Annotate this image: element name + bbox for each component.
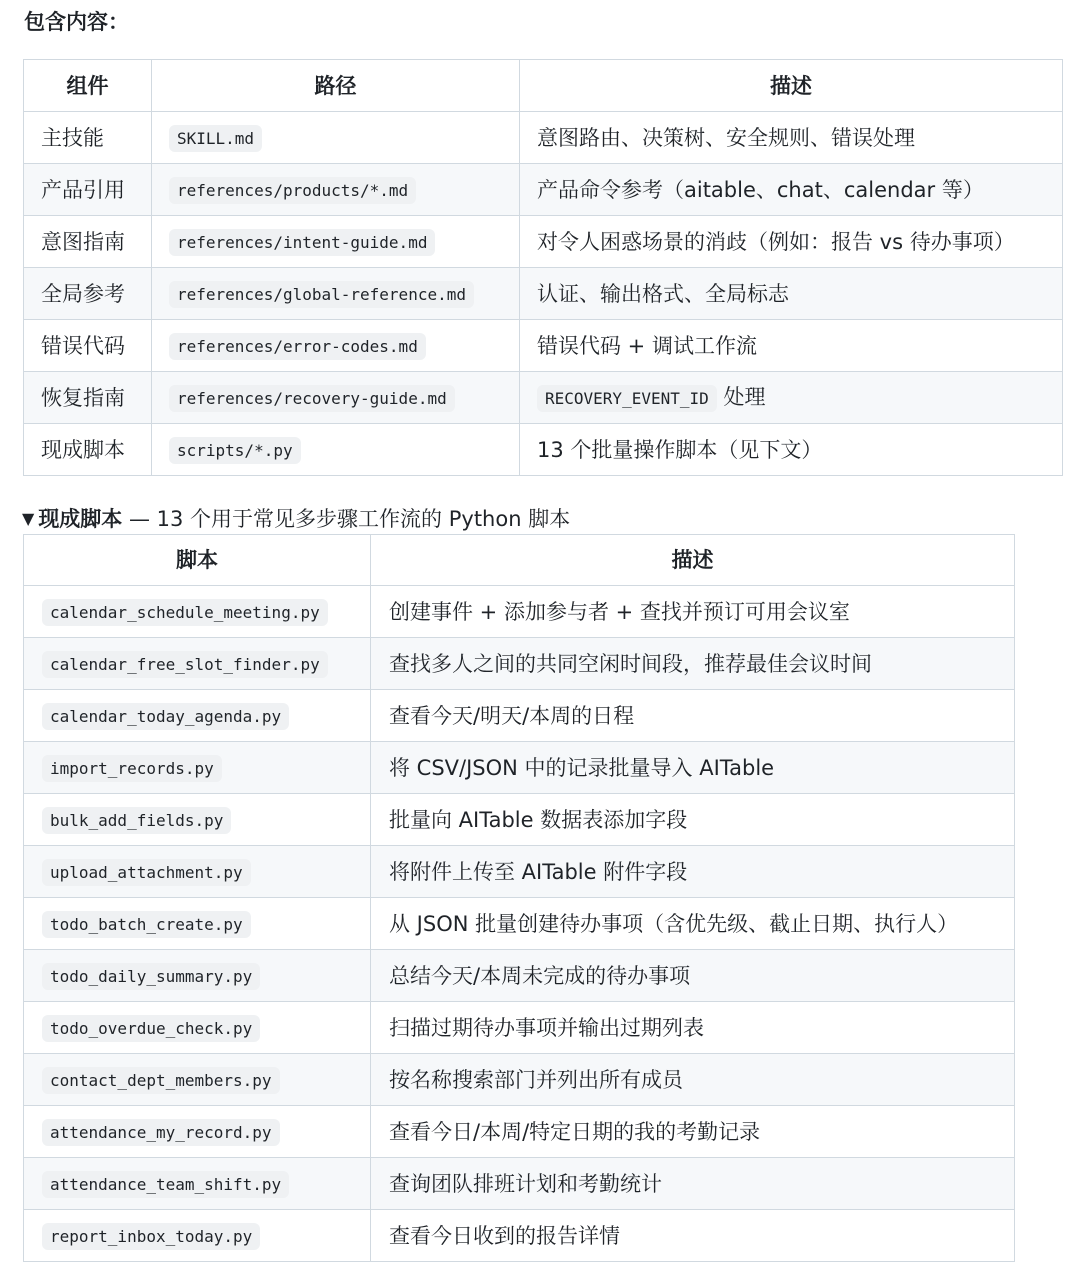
table-row xyxy=(24,1002,1015,1054)
description-cell: 查看今日/本周/特定日期的我的考勤记录 xyxy=(371,1106,1015,1158)
scripts-section-title: 现成脚本 xyxy=(38,507,123,531)
script-code: todo_batch_create.py xyxy=(42,911,251,938)
path-code: references/error-codes.md xyxy=(169,333,426,360)
column-header-script: 脚本 xyxy=(24,535,371,586)
path-cell xyxy=(152,424,520,476)
description-cell: 按名称搜索部门并列出所有成员 xyxy=(371,1054,1015,1106)
script-code: import_records.py xyxy=(42,755,222,782)
script-code: calendar_today_agenda.py xyxy=(42,703,289,730)
description-cell: 批量向 AITable 数据表添加字段 xyxy=(371,794,1015,846)
scripts-table-header-row xyxy=(24,535,1015,586)
table-row xyxy=(24,950,1015,1002)
script-cell xyxy=(24,742,371,794)
components-table-header-row xyxy=(24,60,1063,112)
script-code: todo_overdue_check.py xyxy=(42,1015,260,1042)
table-row xyxy=(24,1106,1015,1158)
script-cell xyxy=(24,1054,371,1106)
table-row xyxy=(24,216,1063,268)
description-cell: 意图路由、决策树、安全规则、错误处理 xyxy=(520,112,1063,164)
description-cell: 对令人困惑场景的消歧（例如：报告 vs 待办事项） xyxy=(520,216,1063,268)
description-cell: 13 个批量操作脚本（见下文） xyxy=(520,424,1063,476)
path-cell xyxy=(152,112,520,164)
script-cell xyxy=(24,690,371,742)
table-row xyxy=(24,794,1015,846)
table-row xyxy=(24,320,1063,372)
table-row xyxy=(24,424,1063,476)
table-row xyxy=(24,586,1015,638)
table-row xyxy=(24,742,1015,794)
path-code: references/products/*.md xyxy=(169,177,416,204)
scripts-table xyxy=(23,534,1015,1262)
description-cell: 创建事件 + 添加参与者 + 查找并预订可用会议室 xyxy=(371,586,1015,638)
table-row xyxy=(24,1210,1015,1262)
description-text: 处理 xyxy=(716,384,766,409)
table-row xyxy=(24,268,1063,320)
script-cell xyxy=(24,586,371,638)
table-row xyxy=(24,1054,1015,1106)
column-header-description: 描述 xyxy=(371,535,1015,586)
description-cell: 将附件上传至 AITable 附件字段 xyxy=(371,846,1015,898)
path-cell xyxy=(152,320,520,372)
description-cell: 查看今天/明天/本周的日程 xyxy=(371,690,1015,742)
component-cell: 全局参考 xyxy=(24,268,152,320)
script-cell xyxy=(24,1106,371,1158)
script-cell xyxy=(24,1158,371,1210)
section-heading: 包含内容： xyxy=(24,10,129,34)
script-cell xyxy=(24,846,371,898)
component-cell: 产品引用 xyxy=(24,164,152,216)
path-cell xyxy=(152,216,520,268)
component-cell: 意图指南 xyxy=(24,216,152,268)
component-cell: 现成脚本 xyxy=(24,424,152,476)
table-row xyxy=(24,1158,1015,1210)
path-code: SKILL.md xyxy=(169,125,262,152)
path-cell xyxy=(152,268,520,320)
path-cell xyxy=(152,372,520,424)
table-row xyxy=(24,690,1015,742)
table-row xyxy=(24,112,1063,164)
column-header-component: 组件 xyxy=(24,60,152,112)
script-cell xyxy=(24,898,371,950)
script-code: report_inbox_today.py xyxy=(42,1223,260,1250)
table-row xyxy=(24,846,1015,898)
scripts-section-toggle[interactable] xyxy=(22,505,570,533)
path-code: scripts/*.py xyxy=(169,437,301,464)
script-code: calendar_free_slot_finder.py xyxy=(42,651,328,678)
triangle-down-icon: ▼ xyxy=(22,509,35,528)
script-code: todo_daily_summary.py xyxy=(42,963,260,990)
description-cell: 扫描过期待办事项并输出过期列表 xyxy=(371,1002,1015,1054)
description-cell: 认证、输出格式、全局标志 xyxy=(520,268,1063,320)
description-cell: 查看今日收到的报告详情 xyxy=(371,1210,1015,1262)
script-cell xyxy=(24,794,371,846)
path-code: references/intent-guide.md xyxy=(169,229,435,256)
path-code: references/recovery-guide.md xyxy=(169,385,455,412)
script-code: calendar_schedule_meeting.py xyxy=(42,599,328,626)
description-cell: 查找多人之间的共同空闲时间段，推荐最佳会议时间 xyxy=(371,638,1015,690)
component-cell: 恢复指南 xyxy=(24,372,152,424)
table-row xyxy=(24,638,1015,690)
description-cell xyxy=(520,372,1063,424)
script-code: contact_dept_members.py xyxy=(42,1067,280,1094)
script-code: upload_attachment.py xyxy=(42,859,251,886)
script-cell xyxy=(24,950,371,1002)
script-cell xyxy=(24,1210,371,1262)
description-cell: 总结今天/本周未完成的待办事项 xyxy=(371,950,1015,1002)
component-cell: 错误代码 xyxy=(24,320,152,372)
table-row xyxy=(24,164,1063,216)
table-row xyxy=(24,372,1063,424)
column-header-description: 描述 xyxy=(520,60,1063,112)
components-table xyxy=(23,59,1063,476)
description-cell: 查询团队排班计划和考勤统计 xyxy=(371,1158,1015,1210)
script-cell xyxy=(24,1002,371,1054)
path-code: references/global-reference.md xyxy=(169,281,474,308)
column-header-path: 路径 xyxy=(152,60,520,112)
table-row xyxy=(24,898,1015,950)
script-code: attendance_team_shift.py xyxy=(42,1171,289,1198)
script-code: attendance_my_record.py xyxy=(42,1119,280,1146)
script-cell xyxy=(24,638,371,690)
script-code: bulk_add_fields.py xyxy=(42,807,231,834)
description-cell: 从 JSON 批量创建待办事项（含优先级、截止日期、执行人） xyxy=(371,898,1015,950)
component-cell: 主技能 xyxy=(24,112,152,164)
description-cell: 产品命令参考（aitable、chat、calendar 等） xyxy=(520,164,1063,216)
description-cell: 将 CSV/JSON 中的记录批量导入 AITable xyxy=(371,742,1015,794)
description-cell: 错误代码 + 调试工作流 xyxy=(520,320,1063,372)
path-cell xyxy=(152,164,520,216)
event-id-code: RECOVERY_EVENT_ID xyxy=(537,385,717,412)
scripts-section-subtitle: — 13 个用于常见多步骤工作流的 Python 脚本 xyxy=(122,507,571,531)
